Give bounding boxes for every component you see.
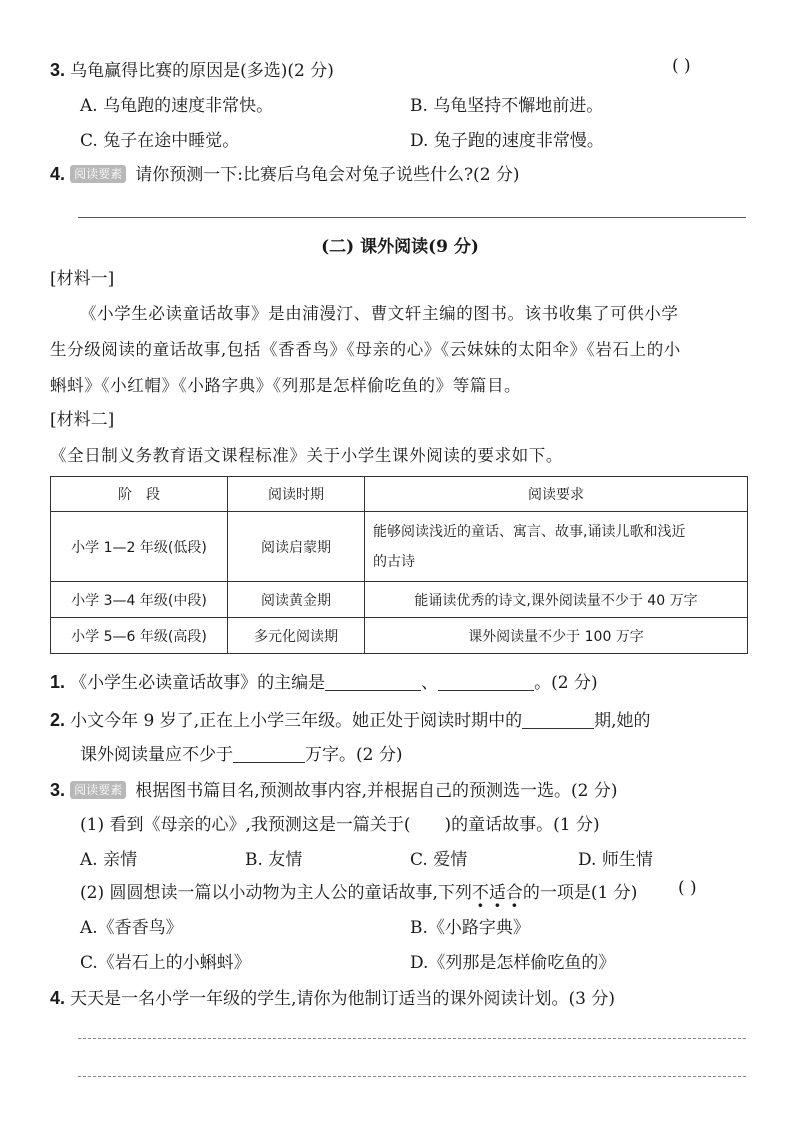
table-header: 阶 段 <box>51 477 228 512</box>
answer-blank[interactable] <box>522 712 594 729</box>
question-number: 1. <box>50 672 66 692</box>
question-number: 4. <box>50 164 66 184</box>
table-header: 阅读要求 <box>365 477 748 512</box>
table-row <box>51 582 748 618</box>
option-d[interactable]: D. 师生情 <box>578 850 653 870</box>
part2-question-1 <box>50 668 598 693</box>
answer-blank[interactable] <box>233 746 305 763</box>
emphasis-char: 合 <box>505 883 523 903</box>
table-cell <box>365 512 748 582</box>
option-b[interactable]: B. 友情 <box>245 850 303 870</box>
question-number: 3. <box>50 780 66 800</box>
option-c[interactable]: C. 兔子在途中睡觉。 <box>80 131 240 151</box>
separator: 、 <box>421 673 439 693</box>
answer-line[interactable] <box>78 1038 746 1039</box>
question-text: 乌龟赢得比赛的原因是(多选)(2 分) <box>70 61 334 81</box>
part2-question-2-line2 <box>80 740 402 765</box>
table-cell: 课外阅读量不少于 100 万字 <box>365 618 748 654</box>
question-text: 《小学生必读童话故事》的主编是 <box>70 673 326 693</box>
answer-blank[interactable] <box>325 674 421 691</box>
option-d[interactable]: D.《列那是怎样偷吃鱼的》 <box>410 953 616 973</box>
table-header: 阅读时期 <box>228 477 365 512</box>
reading-element-badge: 阅读要素 <box>70 781 126 799</box>
table-cell: 阅读黄金期 <box>228 582 365 618</box>
emphasis-char: 不 <box>471 883 489 903</box>
option-b[interactable]: B. 乌龟坚持不懈地前进。 <box>410 96 604 116</box>
question-text: 课外阅读量应不少于 <box>80 745 233 765</box>
table-cell: 多元化阅读期 <box>228 618 365 654</box>
material-1-line: 《小学生必读童话故事》是由浦漫汀、曹文轩主编的图书。该书收集了可供小学 <box>80 304 679 323</box>
option-d[interactable]: D. 兔子跑的速度非常慢。 <box>410 131 604 151</box>
option-c[interactable]: C.《岩石上的小蝌蚪》 <box>80 953 251 973</box>
table-cell-text: 的古诗 <box>373 553 415 570</box>
option-a[interactable]: A.《香香鸟》 <box>80 918 183 938</box>
section-title: (二) 课外阅读(9 分) <box>321 237 479 257</box>
material-2-intro: 《全日制义务教育语文课程标准》关于小学生课外阅读的要求如下。 <box>50 446 563 465</box>
table-cell: 小学 5—6 年级(高段) <box>51 618 228 654</box>
question-score: 万字。(2 分) <box>305 745 403 765</box>
option-c[interactable]: C. 爱情 <box>410 850 468 870</box>
question-text: (2) 圆圆想读一篇以小动物为主人公的童话故事,下列 <box>80 883 472 903</box>
table-cell: 阅读启蒙期 <box>228 512 365 582</box>
table-cell: 小学 3—4 年级(中段) <box>51 582 228 618</box>
question-text: 天天是一名小学一年级的学生,请你为他制订适当的课外阅读计划。(3 分) <box>70 989 615 1009</box>
question-number: 2. <box>50 710 66 730</box>
table-cell: 能诵读优秀的诗文,课外阅读量不少于 40 万字 <box>365 582 748 618</box>
table-cell-text: 能够阅读浅近的童话、寓言、故事,诵读儿歌和浅近 <box>373 523 686 540</box>
part2-question-3 <box>50 776 618 801</box>
answer-blank[interactable] <box>438 674 534 691</box>
option-a[interactable]: A. 亲情 <box>80 850 138 870</box>
answer-line[interactable] <box>78 217 746 218</box>
answer-line[interactable] <box>78 1076 746 1077</box>
reading-element-badge: 阅读要素 <box>70 165 126 183</box>
material-2-heading: [材料二] <box>50 410 115 430</box>
table-header-row <box>51 477 748 512</box>
table-cell: 小学 1—2 年级(低段) <box>51 512 228 582</box>
question-text: )的童话故事。(1 分) <box>444 815 600 835</box>
question-text: 请你预测一下:比赛后乌龟会对兔子说些什么?(2 分) <box>135 165 520 185</box>
question-text: 根据图书篇目名,预测故事内容,并根据自己的预测选一选。(2 分) <box>135 781 618 801</box>
sub-question-2 <box>80 878 637 903</box>
question-number: 3. <box>50 60 66 80</box>
material-1-line: 蝌蚪》《小红帽》《小路字典》《列那是怎样偷吃鱼的》等篇目。 <box>50 376 522 395</box>
question-number: 4. <box>50 988 66 1008</box>
sub-question-1 <box>80 810 600 835</box>
option-a[interactable]: A. 乌龟跑的速度非常快。 <box>80 96 274 116</box>
part2-question-4 <box>50 984 615 1009</box>
question-text: (1) 看到《母亲的心》,我预测这是一篇关于( <box>80 815 411 835</box>
question-text: 的一项是(1 分) <box>522 883 638 903</box>
answer-bracket[interactable]: ( ) <box>678 878 697 898</box>
material-1-line: 生分级阅读的童话故事,包括《香香鸟》《母亲的心》《云妹妹的太阳伞》《岩石上的小 <box>50 340 681 359</box>
table-row <box>51 618 748 654</box>
question-score: 。(2 分) <box>534 673 598 693</box>
question-text: 小文今年 9 岁了,正在上小学三年级。她正处于阅读时期中的 <box>70 711 523 731</box>
reading-standard-table <box>50 476 748 654</box>
question-text: 期,她的 <box>594 711 651 731</box>
part2-question-2 <box>50 706 651 731</box>
question-3 <box>50 56 334 81</box>
answer-bracket[interactable]: ( ) <box>672 56 691 76</box>
question-4 <box>50 160 520 185</box>
material-1-heading: [材料一] <box>50 269 115 289</box>
emphasis-char: 适 <box>488 883 506 903</box>
option-b[interactable]: B.《小路字典》 <box>410 918 530 938</box>
table-row <box>51 512 748 582</box>
